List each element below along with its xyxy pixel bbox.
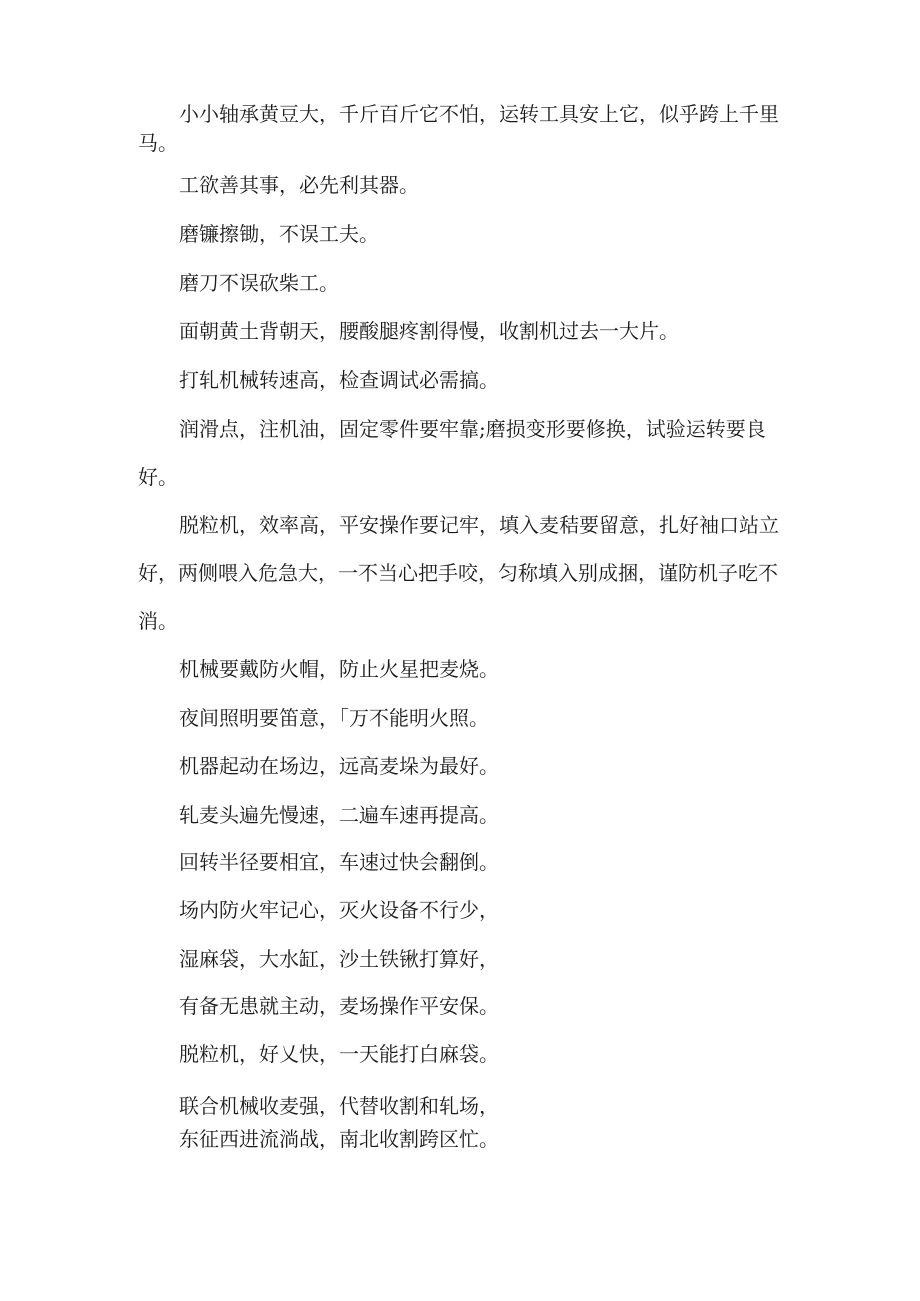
paragraph-7: 润滑点，注机油，固定零件要牢靠;磨损变形要修换，试验运转要良好。 (138, 417, 766, 489)
paragraph-17: 脱粒机，好乂快，一天能打白麻袋。 (179, 1042, 499, 1066)
paragraph-19: 东征西进流淌战，南北收割跨区忙。 (179, 1127, 499, 1151)
paragraph-2: 工欲善其事，必先利其器。 (179, 173, 419, 197)
paragraph-11: 机器起动在场边，远高麦垛为最好。 (179, 754, 499, 778)
paragraph-9: 机械要戴防火帽，防止火星把麦烧。 (179, 657, 499, 681)
paragraph-1: 小小轴承黄豆大，千斤百斤它不怕，运转工具安上它，似乎跨上千里马。 (138, 102, 779, 155)
paragraph-5: 面朝黄土背朝天，腰酸腿疼割得慢，收割机过去一大片。 (179, 319, 679, 343)
paragraph-6: 打轧机械转速高，检查调试必需搞。 (179, 368, 499, 392)
paragraph-15: 湿麻袋，大水缸，沙土铁锹打算好， (179, 947, 499, 971)
paragraph-4: 磨刀不误砍柴工。 (179, 271, 339, 295)
paragraph-3: 磨镰擦锄，不误工夫。 (179, 222, 379, 246)
paragraph-12: 轧麦头遍先慢速，二遍车速再提高。 (179, 803, 499, 827)
paragraph-8: 脱粒机，效率高，平安操作要记牢，填入麦秸要留意，扎好袖口站立好，两侧喂入危急大，一不当心把手咬，匀称填入别成捆，谨防机子吃不消。 (138, 513, 779, 633)
paragraph-13: 回转半径要相宜，车速过快会翻倒。 (179, 850, 499, 874)
paragraph-10: 夜间照明要笛意，「万不能明火照。 (179, 706, 489, 730)
paragraph-14: 场内防火牢记心，灭火设备不行少， (179, 898, 499, 922)
paragraph-18: 联合机械收麦强，代替收割和轧场， (179, 1094, 499, 1118)
paragraph-16: 有备无患就主动，麦场操作平安保。 (179, 994, 499, 1018)
